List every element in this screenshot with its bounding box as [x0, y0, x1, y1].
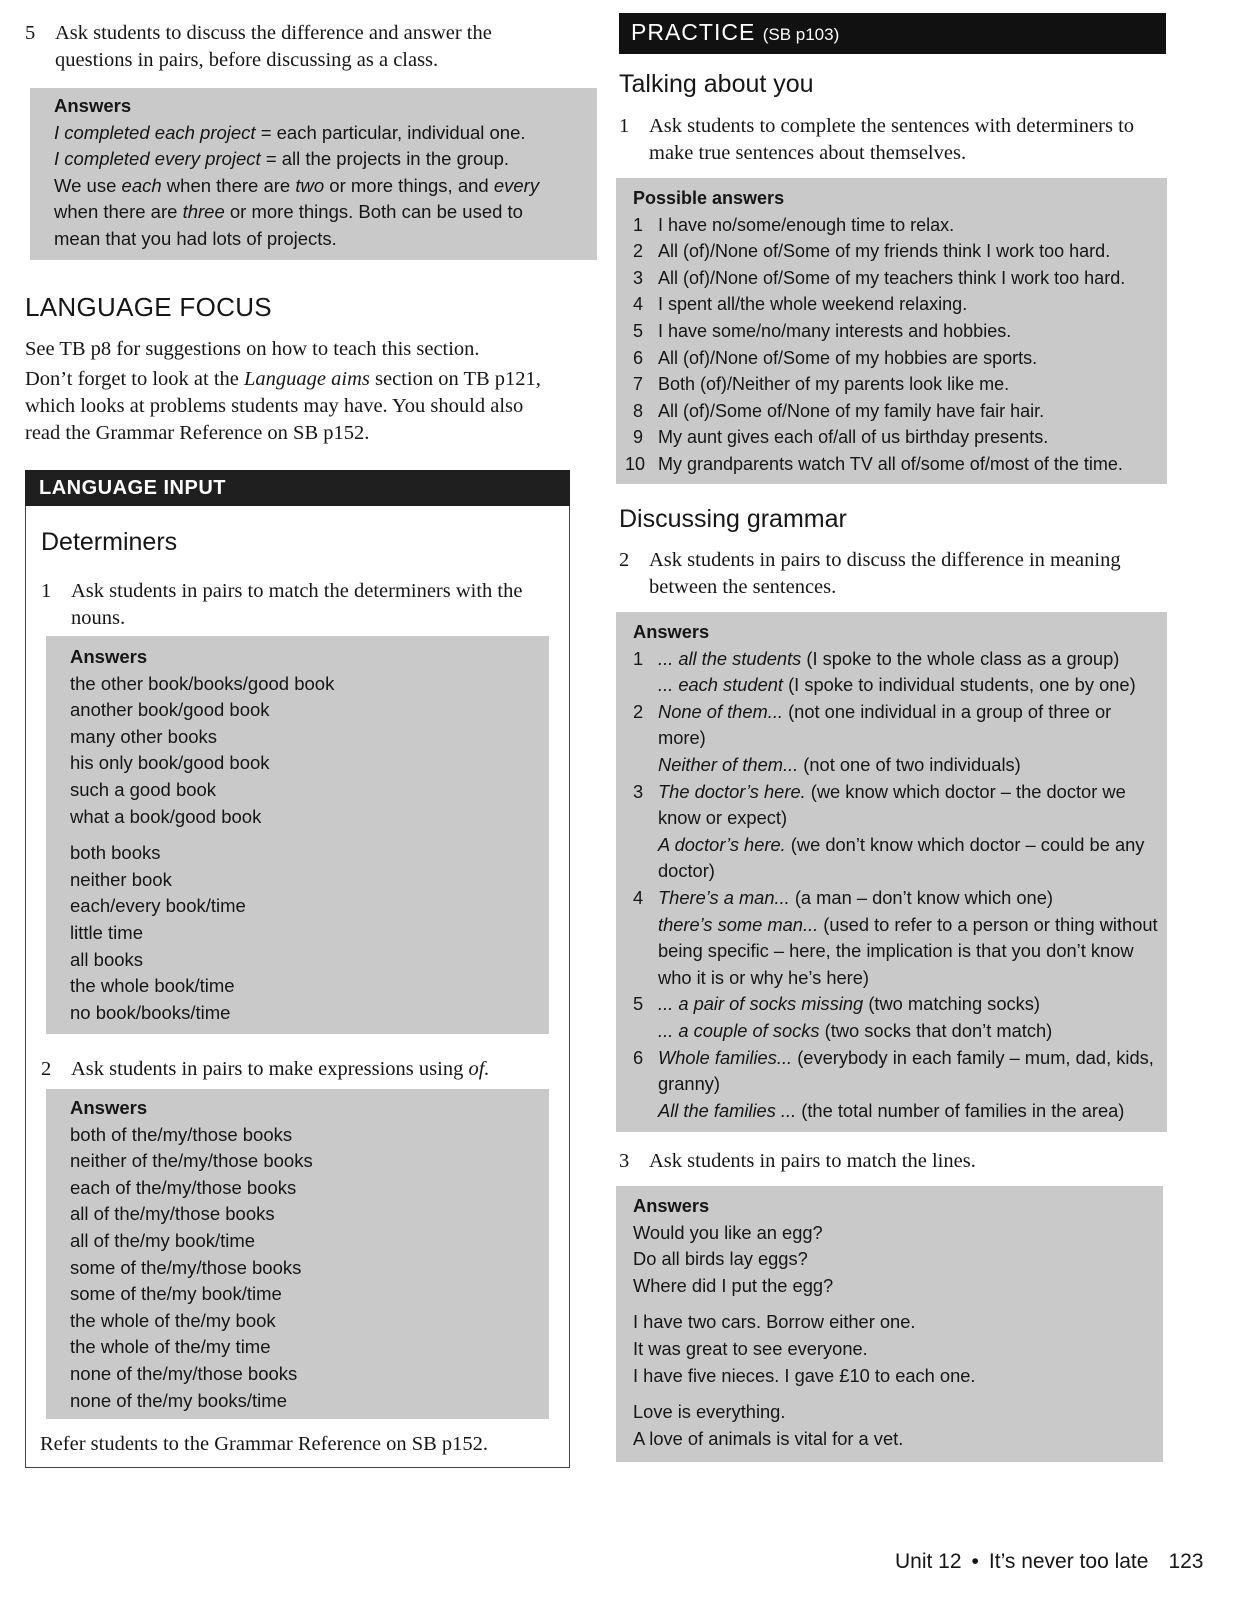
practice-question-3 [619, 1148, 1169, 1175]
list-item: all of the/my/those books [70, 1203, 275, 1225]
question-number: 2 [41, 1058, 52, 1080]
question-text: Ask students to discuss the difference and answer the questions in pairs, before discussing as a class. [55, 22, 492, 71]
language-input-box [25, 506, 570, 1468]
list-item: 9 My aunt gives each of/all of us birthday presents. [633, 427, 1049, 448]
list-item: 1 ... all the students (I spoke to the whole class as a group) [633, 647, 1120, 669]
question-number: 3 [619, 1150, 630, 1172]
grammar-reference-note: Refer students to the Grammar Reference on SB p152. [40, 1433, 489, 1455]
language-input-panel [25, 470, 570, 1468]
list-item: another book/good book [70, 699, 270, 721]
list-item: both of the/my/those books [70, 1123, 293, 1145]
list-item: 5 ... a pair of socks missing (two matching socks) [633, 993, 1041, 1015]
possible-answers-box [616, 178, 1167, 484]
list-item: neither of the/my/those books [70, 1150, 313, 1172]
answer-line: I completed every project = all the projects in the group. [54, 148, 510, 170]
list-item: what a book/good book [70, 805, 262, 827]
list-item: all books [70, 948, 144, 970]
list-item: 5 I have some/no/many interests and hobbies. [633, 320, 1012, 341]
list-item: Where did I put the egg? [633, 1274, 834, 1296]
list-item: the other book/books/good book [70, 672, 335, 694]
list-item: All the families ... (the total number of families in the area) [658, 1099, 1125, 1121]
list-item: ... a couple of socks (two socks that don’t match) [658, 1019, 1053, 1041]
page-footer [895, 1550, 1204, 1574]
list-item: the whole of the/my book [70, 1309, 276, 1331]
question-text: Ask students in pairs to discuss the difference in meaning between the sentences. [649, 549, 1121, 598]
question-text: Ask students in pairs to make expressions using of. [71, 1058, 490, 1080]
list-item: no book/books/time [70, 1001, 231, 1023]
answer-line: mean that you had lots of projects. [54, 227, 337, 249]
answer-line: I completed each project = each particular, individual one. [54, 121, 526, 143]
list-item: Would you like an egg? [633, 1221, 823, 1243]
answers-box-match-lines [616, 1186, 1163, 1462]
footer-unit: Unit 12 [895, 1550, 962, 1573]
answers-box-discussing [616, 612, 1167, 1132]
answers-heading: Answers [70, 646, 148, 667]
list-item: little time [70, 921, 143, 943]
list-item: It was great to see everyone. [633, 1337, 868, 1359]
list-item: Love is everything. [633, 1401, 786, 1423]
list-item: Neither of them... (not one of two individuals) [658, 753, 1021, 775]
list-item: A doctor’s here. (we don’t know which doctor – could be any doctor) [658, 833, 1145, 882]
language-focus-p1: See TB p8 for suggestions on how to teach this section. [25, 338, 480, 360]
question-2 [41, 1056, 551, 1083]
list-item: 1 I have no/some/enough time to relax. [633, 214, 955, 235]
answers-heading: Answers [54, 95, 132, 116]
practice-bar [619, 13, 1166, 54]
discussing-grammar-title: Discussing grammar [619, 505, 847, 533]
footer-separator: • [971, 1550, 979, 1573]
list-item: none of the/my/those books [70, 1362, 298, 1384]
list-item: 2 None of them... (not one individual in a group of three or more) [633, 700, 1112, 749]
list-item: 3 The doctor’s here. (we know which doctor – the doctor we know or expect) [633, 780, 1126, 829]
question-number: 1 [41, 580, 52, 602]
practice-question-1 [619, 113, 1169, 167]
answer-line: We use each when there are two or more things, and every [54, 174, 540, 196]
question-number: 1 [619, 115, 630, 137]
question-number: 5 [25, 22, 36, 44]
question-text: Ask students to complete the sentences with determiners to make true sentences about themselves. [649, 115, 1135, 164]
list-item: some of the/my/those books [70, 1256, 302, 1278]
question-text: Ask students in pairs to match the lines. [649, 1150, 976, 1172]
answers-group-1 [70, 671, 525, 831]
list-item: 4 I spent all/the whole weekend relaxing. [633, 294, 968, 315]
answers-box-each-every [30, 88, 597, 260]
list-item: many other books [70, 725, 218, 747]
list-item: 6 Whole families... (everybody in each family – mum, dad, kids, granny) [633, 1046, 1154, 1095]
list-item: 2 All (of)/None of/Some of my friends think I work too hard. [633, 241, 1111, 262]
footer-title: It’s never too late [988, 1550, 1149, 1573]
determiners-title: Determiners [41, 528, 178, 556]
answers-heading: Answers [70, 1097, 148, 1118]
language-input-bar: LANGUAGE INPUT [25, 470, 570, 506]
practice-title: PRACTICE [631, 19, 756, 45]
list-item: 6 All (of)/None of/Some of my hobbies are sports. [633, 347, 1038, 368]
question-text: Ask students in pairs to match the determiners with the nouns. [71, 580, 523, 629]
list-item: neither book [70, 868, 172, 890]
list-item: there’s some man... (used to refer to a person or thing without being specific – here, the implication is that you don’t know who it is or why he’s here) [658, 913, 1158, 988]
page-number: 123 [1168, 1550, 1204, 1573]
question-1 [41, 578, 551, 632]
list-item: I have five nieces. I gave £10 to each one. [633, 1364, 976, 1386]
list-item: 7 Both (of)/Neither of my parents look like me. [633, 374, 1010, 395]
practice-ref: (SB p103) [762, 25, 840, 44]
question-number: 2 [619, 549, 630, 571]
list-item: all of the/my book/time [70, 1229, 256, 1251]
list-item: each/every book/time [70, 895, 246, 917]
list-item: ... each student (I spoke to individual students, one by one) [658, 674, 1136, 696]
answer-line: when there are three or more things. Both can be used to [54, 201, 523, 223]
list-item: 4 There’s a man... (a man – don’t know which one) [633, 886, 1053, 908]
language-focus-title: LANGUAGE FOCUS [25, 292, 272, 322]
list-item: none of the/my books/time [70, 1389, 287, 1411]
list-item: Do all birds lay eggs? [633, 1248, 808, 1270]
list-item: some of the/my book/time [70, 1283, 282, 1305]
answers-box-determiners [46, 636, 549, 1034]
list-item: 8 All (of)/Some of/None of my family have fair hair. [633, 400, 1045, 421]
answers-heading: Answers [633, 621, 710, 642]
talking-about-you-title: Talking about you [619, 70, 814, 98]
list-item: both books [70, 842, 161, 864]
answers-box-of-expressions [46, 1089, 549, 1419]
list-item: 3 All (of)/None of/Some of my teachers think I work too hard. [633, 267, 1126, 288]
answers-heading: Answers [633, 1195, 710, 1216]
question-5 [25, 20, 545, 74]
language-focus-p2: Don’t forget to look at the Language aims section on TB p121, which looks at problems students may have. You should also read the Grammar Reference on SB p152. [25, 368, 541, 444]
list-item: the whole book/time [70, 975, 235, 997]
list-item: his only book/good book [70, 752, 270, 774]
list-item: A love of animals is vital for a vet. [633, 1427, 904, 1449]
answers-group-2 [70, 840, 525, 1026]
list-item: I have two cars. Borrow either one. [633, 1311, 916, 1333]
list-item: each of the/my/those books [70, 1176, 297, 1198]
list-item: such a good book [70, 778, 217, 800]
practice-question-2 [619, 547, 1169, 601]
list-item: the whole of the/my time [70, 1336, 271, 1358]
list-item: 10 My grandparents watch TV all of/some of/most of the time. [625, 453, 1123, 474]
answers-heading: Possible answers [633, 188, 785, 208]
